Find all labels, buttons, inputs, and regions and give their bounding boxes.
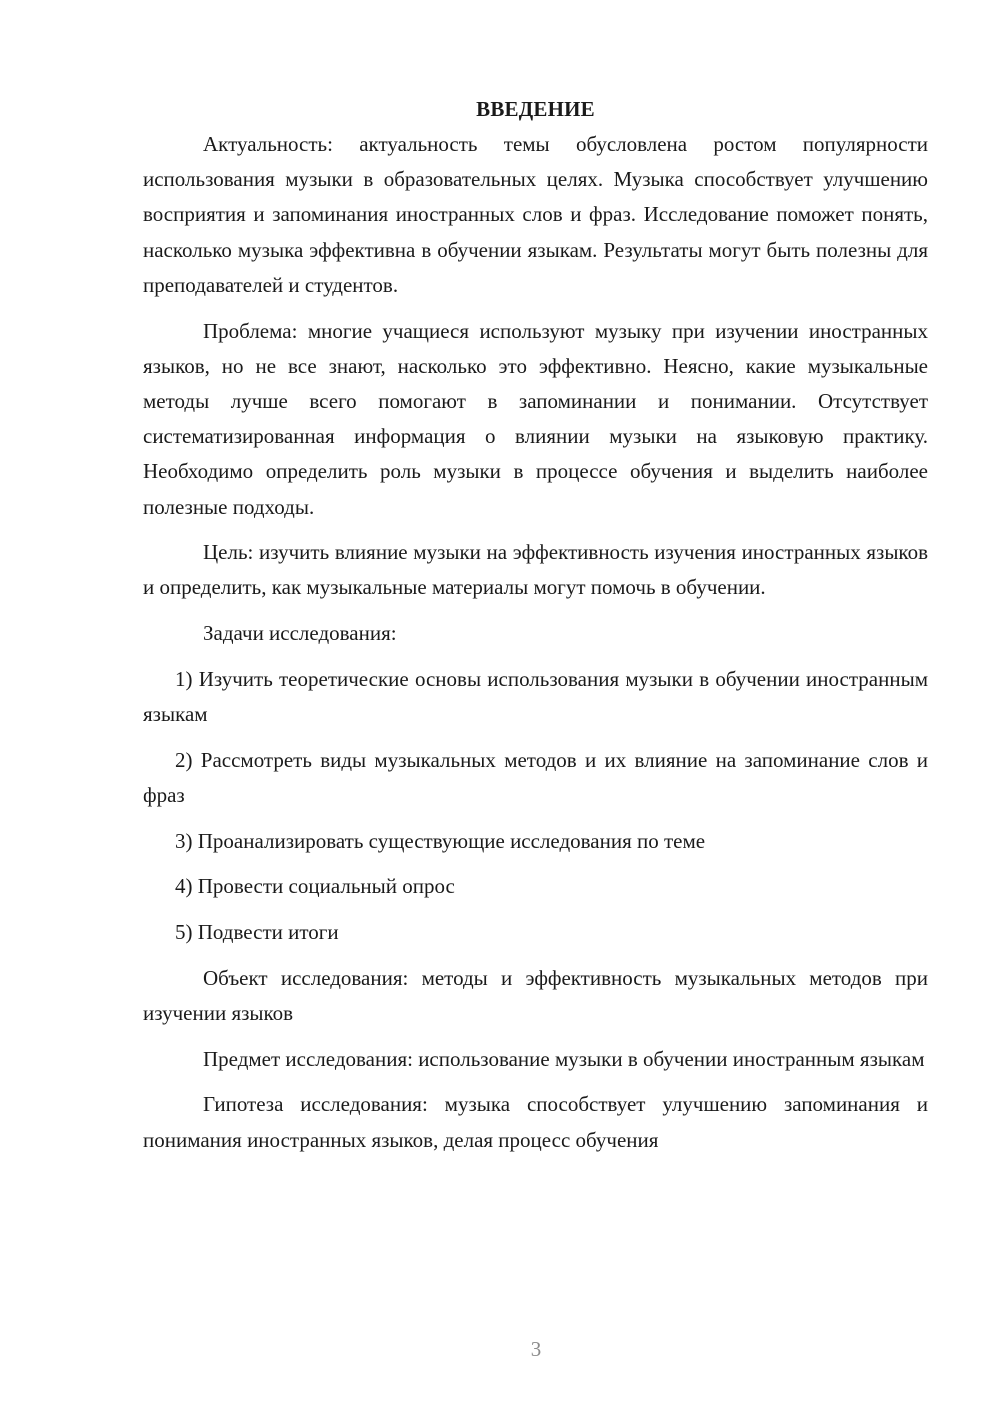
task-item: 1) Изучить теоретические основы использования музыки в обучении иностранным языкам <box>143 666 928 727</box>
task-item: 4) Провести социальный опрос <box>175 874 455 899</box>
section-title: ВВЕДЕНИЕ <box>476 97 595 121</box>
task-item: 5) Подвести итоги <box>175 920 339 945</box>
relevance-paragraph: Актуальность: актуальность темы обусловлена ростом популярности использования музыки в образовательных целях. Музыка способствует улучшению восприятия и запоминания иностранных слов и фраз. Исследование поможет понять, насколько музыка эффективна в обучении языкам. Результаты могут быть полезны для преподавателей и студентов. <box>143 132 928 297</box>
object-paragraph: Объект исследования: методы и эффективность музыкальных методов при изучении языков <box>143 965 928 1025</box>
problem-paragraph: Проблема: многие учащиеся используют музыку при изучении иностранных языков, но не все знают, насколько это эффективно. Неясно, какие музыкальные методы лучше всего помогают в запоминании и понимании. Отсутствует систематизированная информация о влиянии музыки на языковую практику. Необходимо определить роль музыки в процессе обучения и выделить наиболее полезные подходы. <box>143 318 928 519</box>
page-content <box>143 92 928 1168</box>
tasks-heading: Задачи исследования: <box>203 621 397 646</box>
goal-paragraph: Цель: изучить влияние музыки на эффективность изучения иностранных языков и определить, как музыкальные материалы могут помочь в обучении. <box>143 540 928 600</box>
task-item: 2) Рассмотреть виды музыкальных методов и их влияние на запоминание слов и фраз <box>143 747 928 807</box>
page-number: 3 <box>530 1337 542 1361</box>
hypothesis-paragraph: Гипотеза исследования: музыка способствует улучшению запоминания и понимания иностранных языков, делая процесс обучения <box>143 1092 928 1152</box>
task-item: 3) Проанализировать существующие исследования по теме <box>175 828 706 853</box>
subject-paragraph: Предмет исследования: использование музыки в обучении иностранным языкам <box>203 1046 925 1071</box>
